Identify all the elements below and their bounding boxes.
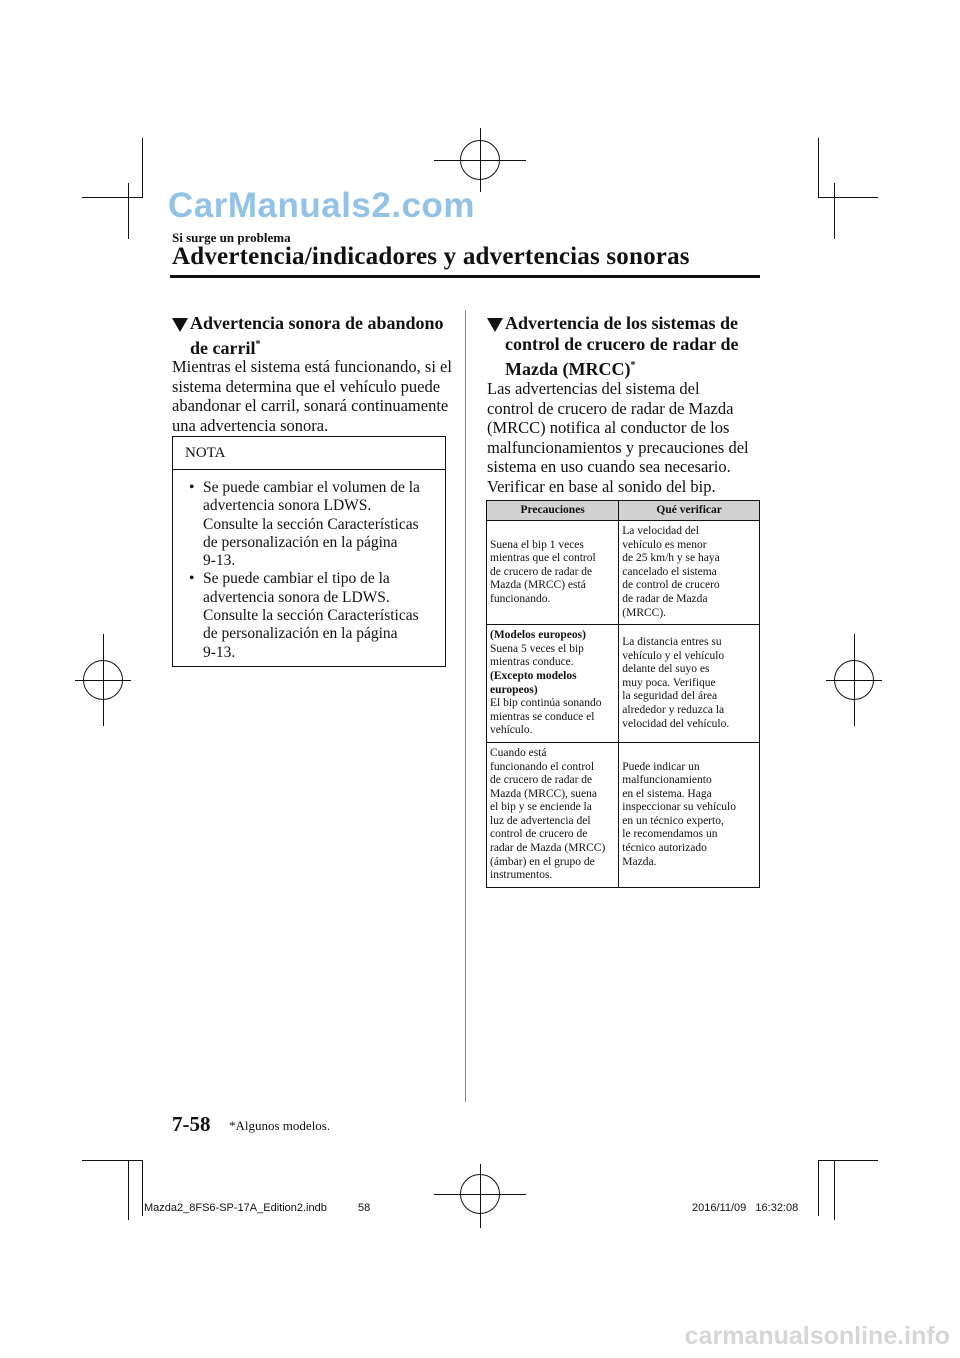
table-row [487, 521, 760, 625]
note-title: NOTA [185, 445, 226, 461]
bullet-icon: • [189, 479, 195, 496]
page-number: 7-58 [172, 1112, 211, 1136]
page-title: Advertencia/indicadores y advertencias sonoras [172, 243, 690, 270]
column-separator [465, 310, 466, 1102]
file-page-number: 58 [358, 1202, 371, 1214]
triangle-bullet-icon [487, 318, 503, 332]
table-header-row [487, 501, 760, 521]
footnote: *Algunos modelos. [229, 1118, 331, 1133]
note-list [183, 479, 438, 662]
table-row [487, 625, 760, 743]
lane-departure-paragraph: Mientras el sistema está funcionando, si el sistema determina que el vehículo puede abandonar el carril, sonará continuamente una advertencia sonora. [172, 357, 452, 435]
watermark-site: carmanualsonline.info [684, 1322, 950, 1350]
section-label: Si surge un problema [172, 230, 291, 245]
table-row [487, 742, 760, 887]
mrcc-warning-table [486, 500, 760, 888]
list-item: • Se puede cambiar el tipo de la advertencia sonora de LDWS. Consulte la sección Características de personalización en la página 9-13. [189, 570, 419, 661]
table-cell-cause: Suena el bip 1 veces mientras que el control de crucero de radar de Mazda (MRCC) está funcionando. [487, 521, 619, 625]
triangle-bullet-icon [172, 318, 188, 332]
list-item: • Se puede cambiar el volumen de la advertencia sonora LDWS. Consulte la sección Características de personalización en la página 9-13. [189, 479, 420, 570]
column-header-precautions: Precauciones [487, 501, 619, 521]
print-timestamp: 2016/11/09 16:32:08 [692, 1202, 799, 1214]
section-heading-mrcc: Advertencia de los sistemas de control de crucero de radar de Mazda (MRCC)* [505, 313, 739, 379]
file-name: Mazda2_8FS6-SP-17A_Edition2.indb [144, 1202, 327, 1214]
note-box [172, 436, 446, 667]
section-heading-lane-departure: Advertencia sonora de abandono de carril* [190, 313, 444, 358]
note-divider [173, 469, 445, 470]
bullet-icon: • [189, 570, 195, 588]
table-cell-check: La velocidad del vehículo es menor de 25 km/h y se haya cancelado el sistema de control de crucero de radar de Mazda (MRCC). [619, 521, 760, 625]
table-cell-check: Puede indicar un malfuncionamiento en el sistema. Haga inspeccionar su vehículo en un técnico experto, le recomendamos un técnico autorizado Mazda. [619, 742, 760, 887]
table-cell-cause: (Modelos europeos) Suena 5 veces el bip mientras conduce. (Excepto modelos europeos) El bip continúa sonando mientras se conduce el vehículo. [487, 625, 619, 743]
column-header-check: Qué verificar [619, 501, 760, 521]
table-cell-check: La distancia entres su vehículo y el vehículo delante del suyo es muy poca. Verifique la seguridad del área alrededor y reduzca la velocidad del vehículo. [619, 625, 760, 743]
watermark-logo: CarManuals2.com [168, 186, 476, 225]
table-cell-cause: Cuando está funcionando el control de crucero de radar de Mazda (MRCC), suena el bip y se enciende la luz de advertencia del control de crucero de radar de Mazda (MRCC) (ámbar) en el grupo de instrumentos. [487, 742, 619, 887]
title-rule [170, 275, 760, 278]
mrcc-paragraph: Las advertencias del sistema del control de crucero de radar de Mazda (MRCC) notifica al conductor de los malfuncionamientos y precauciones del sistema en uso cuando sea necesario. Verificar en base al sonido del bip. [487, 379, 749, 496]
